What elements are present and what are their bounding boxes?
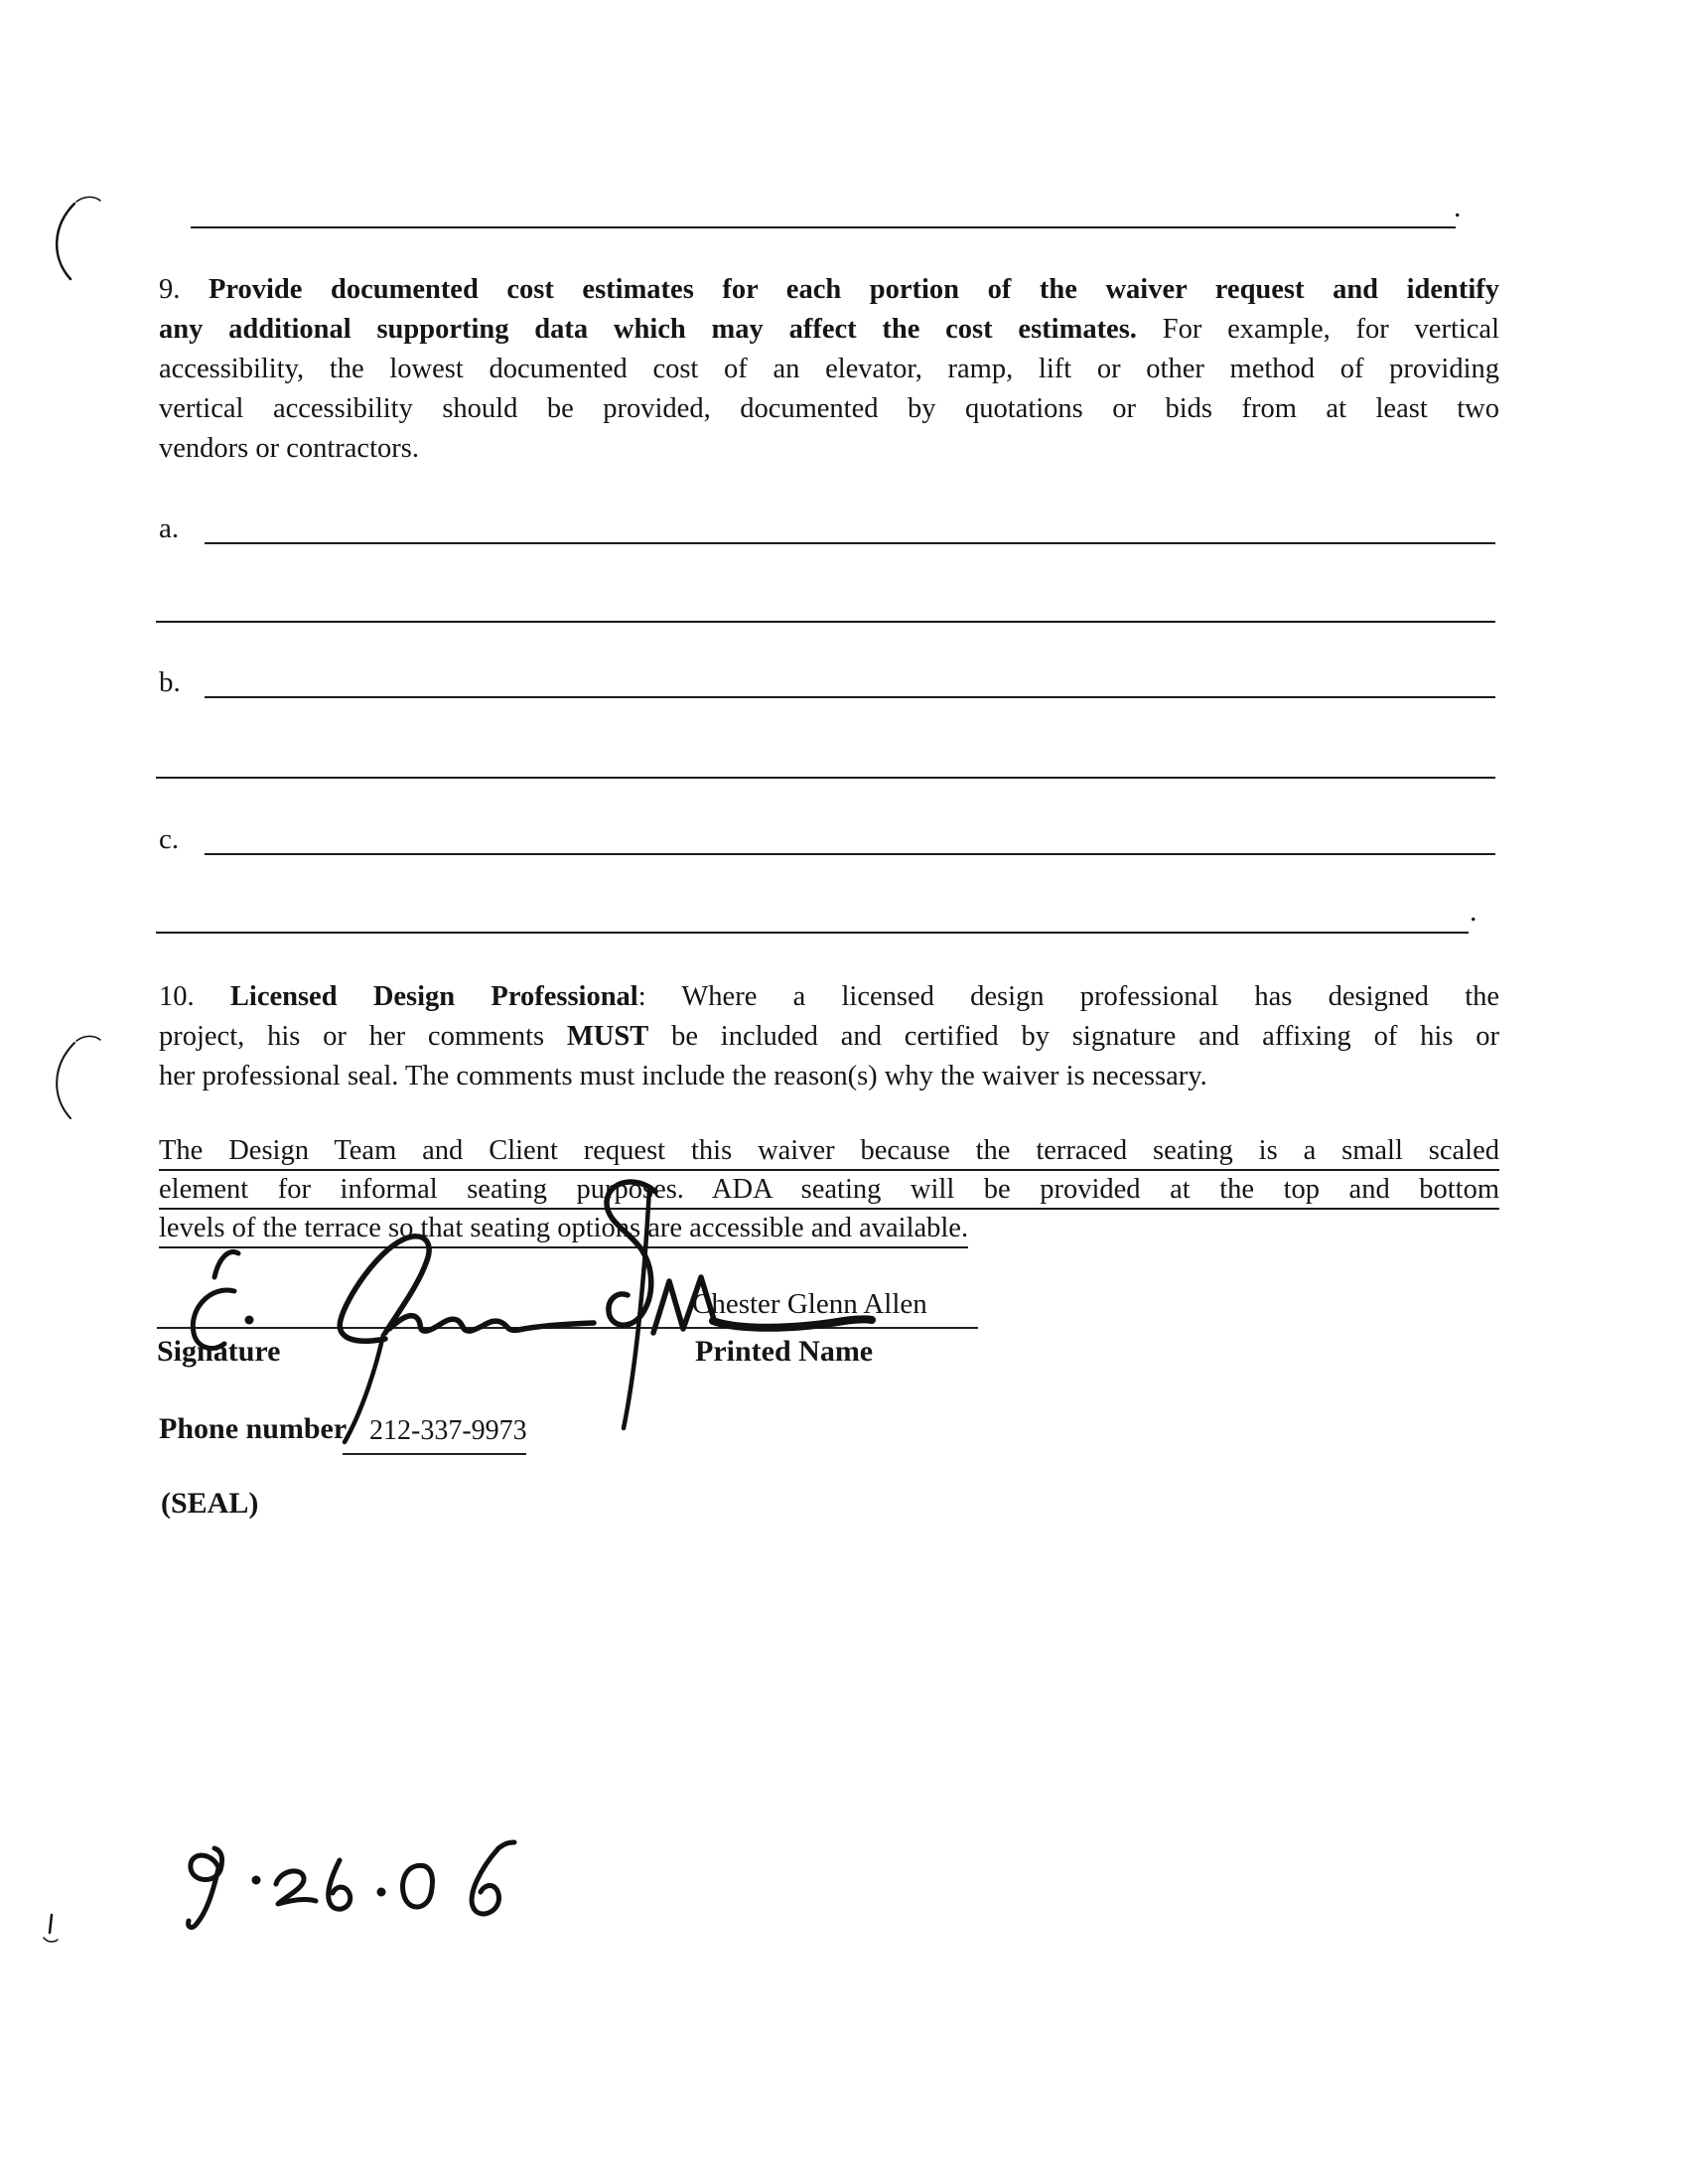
answer-line-b	[205, 696, 1495, 698]
answer-line-a2	[156, 621, 1495, 623]
item-10-paragraph	[159, 977, 1499, 1096]
item-9-paragraph	[159, 270, 1499, 469]
statement-line-3-text: levels of the terrace so that seating options are accessible and available.	[159, 1213, 968, 1248]
printed-name-value: Chester Glenn Allen	[692, 1288, 927, 1320]
statement-line-2: element for informal seating purposes. ADA seating will be provided at the top and bottom	[159, 1171, 1499, 1210]
answer-label-b: b.	[159, 666, 181, 698]
item-10-line-1	[159, 977, 1499, 1017]
phone-label: Phone number	[159, 1412, 348, 1445]
item-10-number: 10.	[159, 981, 230, 1012]
answer-label-c: c.	[159, 823, 180, 855]
answer-line-b2	[156, 777, 1495, 779]
item-9-line-2-regular: For example, for vertical	[1136, 314, 1499, 345]
scan-artifact-mark-bottom	[30, 1907, 74, 1962]
item-10-line-2	[159, 1017, 1499, 1057]
scan-artifact-paren-middle	[35, 1033, 104, 1127]
section-separator-period: .	[1470, 895, 1477, 928]
top-separator-rule	[191, 226, 1456, 228]
answer-label-a: a.	[159, 512, 180, 544]
item-9-line-3: accessibility, the lowest documented cost of an elevator, ramp, lift or other method of providing	[159, 354, 1499, 384]
answer-line-a	[205, 542, 1495, 544]
item-10-line-2-regular2: be included and certified by signature and affixing of his or	[648, 1021, 1499, 1052]
item-9-number: 9.	[159, 274, 209, 305]
phone-number-value: 212-337-9973	[369, 1415, 527, 1446]
printed-name-label: Printed Name	[695, 1335, 874, 1368]
item-9-line-2-bold: any additional supporting data which may affect the cost estimates.	[159, 314, 1137, 345]
item-10-line-1-regular: : Where a licensed design professional has designed the	[637, 981, 1500, 1012]
item-9-line-1	[159, 270, 1499, 310]
item-9-line-1-bold: Provide documented cost estimates for each portion of the waiver request and identify	[208, 274, 1500, 305]
answer-line-c	[205, 853, 1495, 855]
signature-label: Signature	[157, 1335, 281, 1368]
top-separator-period: .	[1454, 191, 1462, 223]
item-10-line-2-regular1: project, his or her comments	[159, 1021, 567, 1052]
answer-line-c2	[156, 932, 1469, 934]
item-10-line-1-bold: Licensed Design Professional	[229, 981, 638, 1012]
item-10-line-2-bold: MUST	[566, 1021, 649, 1052]
item-9-line-4: vertical accessibility should be provided, documented by quotations or bids from at least two	[159, 393, 1499, 424]
signature-handwriting	[149, 1172, 1043, 1460]
item-9-line-5: vendors or contractors.	[159, 433, 419, 464]
item-10-line-3: her professional seal. The comments must include the reason(s) why the waiver is necessary.	[159, 1061, 1207, 1092]
item-9-line-2	[159, 310, 1499, 350]
statement-line-1: The Design Team and Client request this waiver because the terraced seating is a small scaled	[159, 1132, 1499, 1171]
handwritten-date	[149, 1832, 566, 1952]
seal-label: (SEAL)	[161, 1487, 259, 1520]
scan-artifact-paren-top	[35, 194, 104, 288]
